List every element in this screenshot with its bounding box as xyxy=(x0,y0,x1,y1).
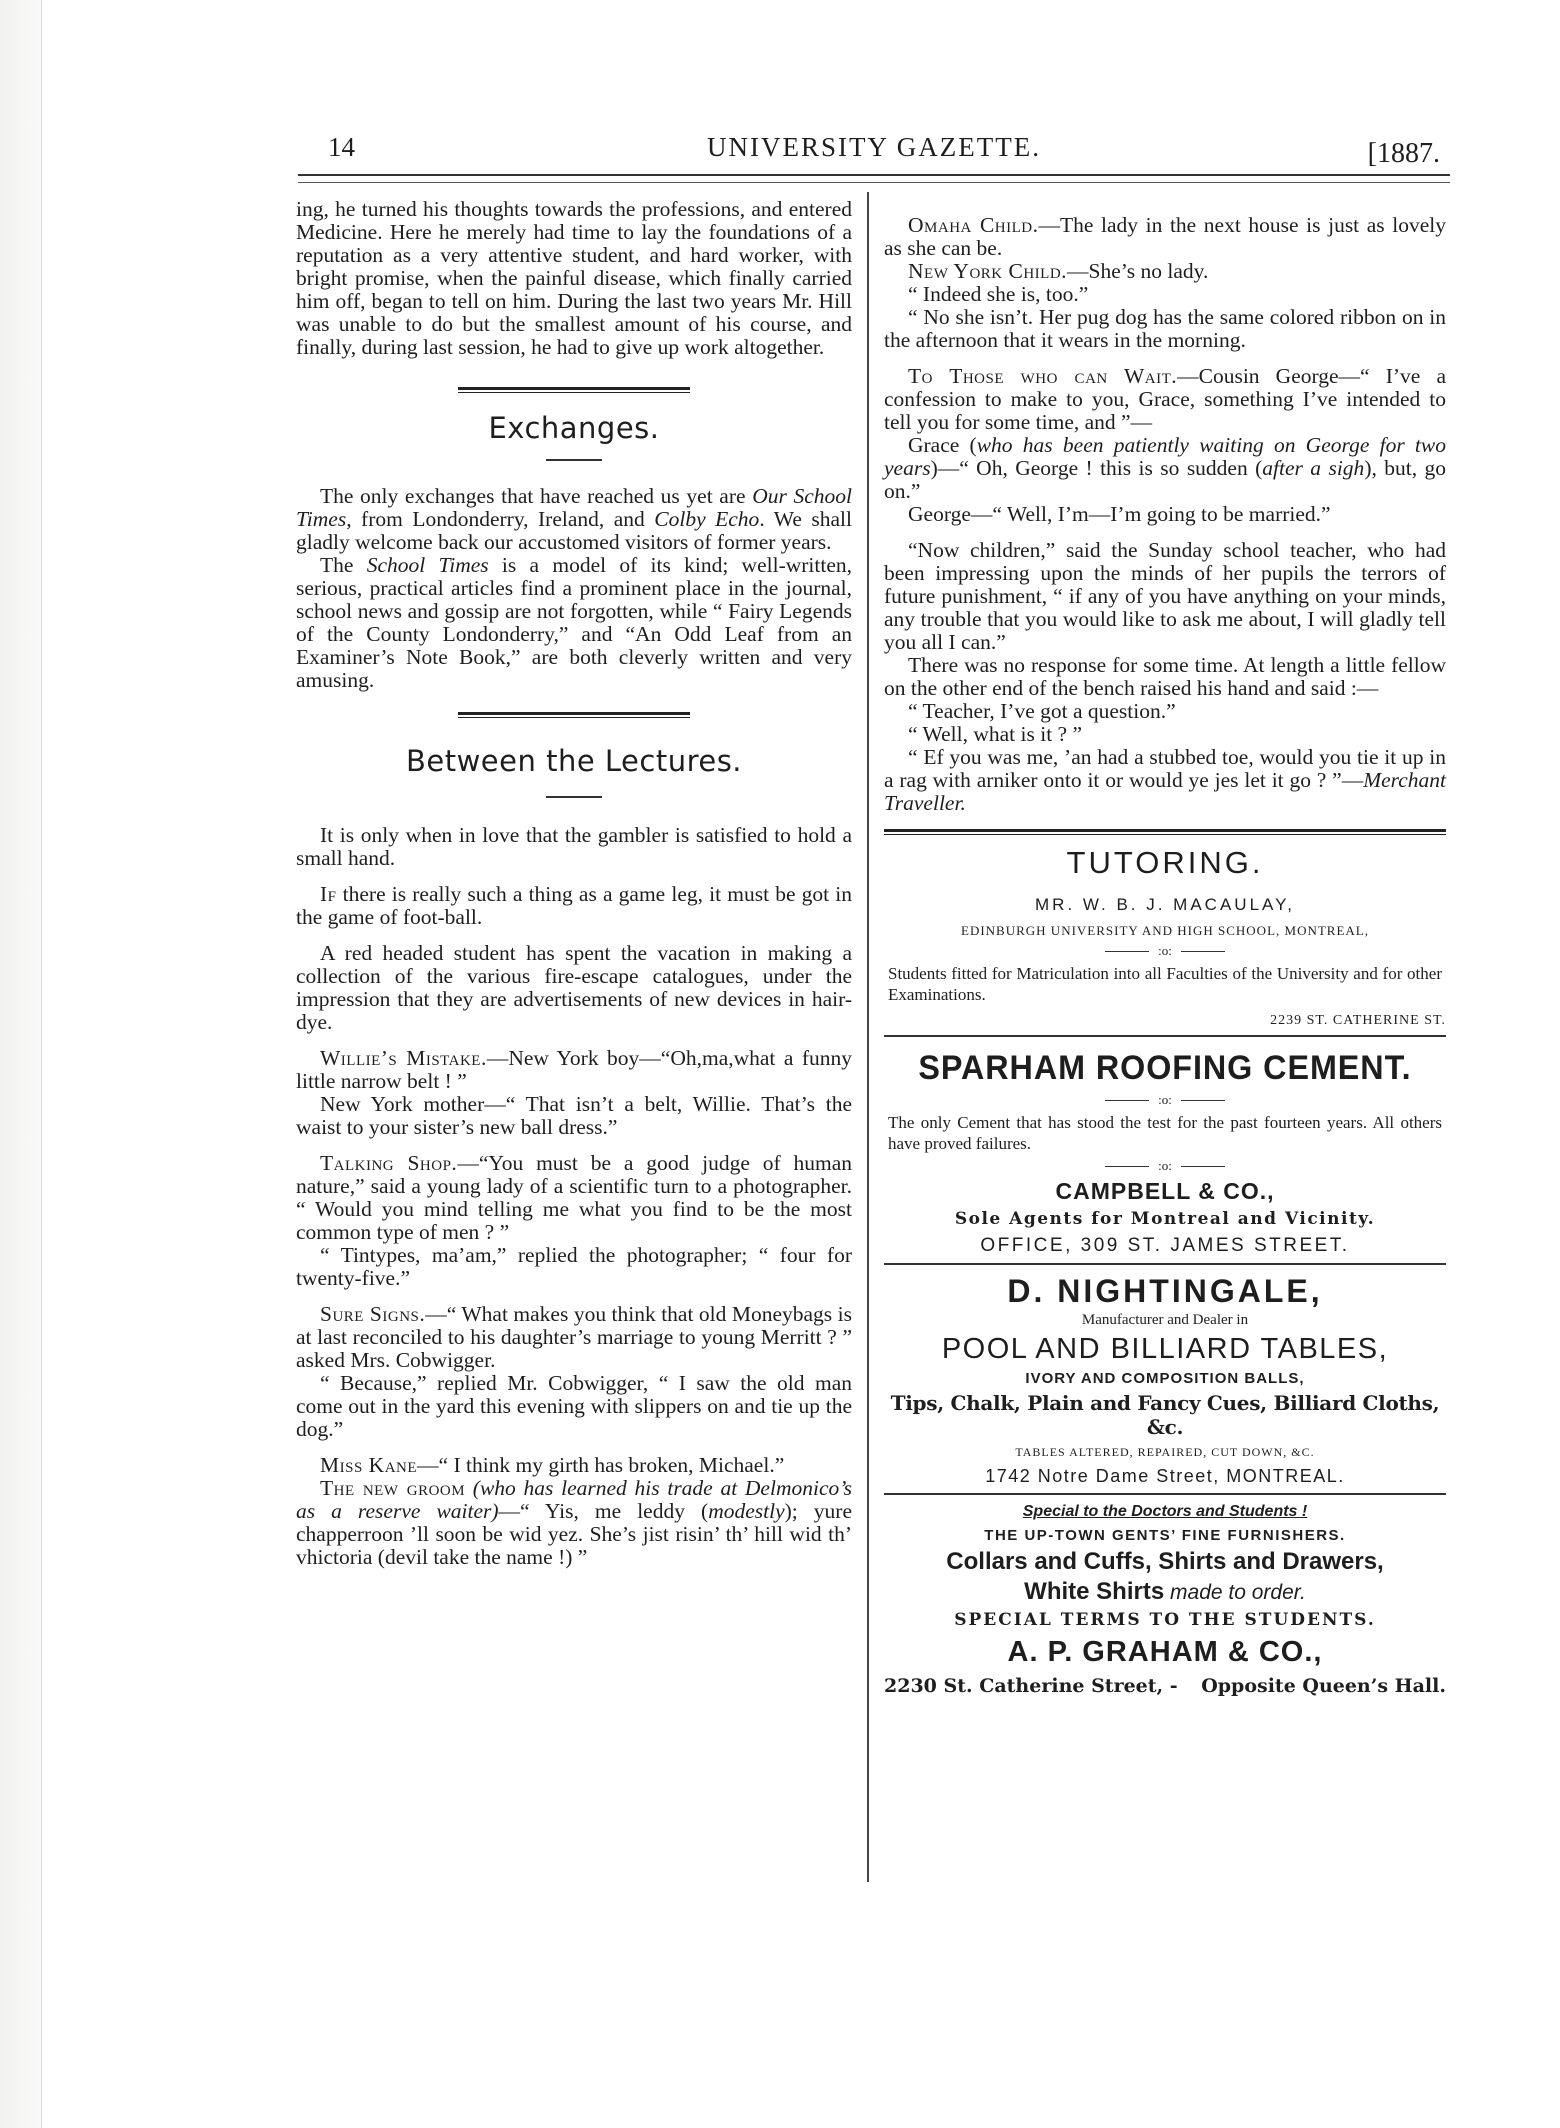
paragraph-question: “ Teacher, I’ve got a question.” xyxy=(908,699,1176,723)
graham-name: A. P. GRAHAM & CO., xyxy=(1007,1636,1323,1668)
column-divider xyxy=(867,192,869,1882)
tutoring-address: 2239 ST. CATHERINE ST. xyxy=(1270,1013,1446,1028)
publication-year: [1887. xyxy=(1367,138,1440,169)
heading-rule xyxy=(546,796,602,798)
tables-altered: TABLES ALTERED, REPAIRED, CUT DOWN, &C. xyxy=(1015,1445,1315,1459)
header-rule xyxy=(298,174,1450,183)
paragraph-grace: Grace (who has been patiently waiting on George for two years)—“ Oh, George ! this is so sudden (after a sigh), but, go on.” xyxy=(884,433,1447,503)
obituary-continuation: ing, he turned his thoughts towards the professions, and entered Medicine. Here he merely had time to lay the foundations of a reputation as a very attentive student, and hard worker, with bright promise, when the painful disease, which finally carried him off, began to tell on him. During the last two years Mr. Hill was unable to do but the smallest amount of his course, and finally, during last session, he had to give up work altogether. xyxy=(296,197,852,359)
white-shirts: White Shirts xyxy=(1024,1578,1165,1605)
campbell-company: CAMPBELL & CO., xyxy=(1055,1178,1275,1204)
special-doctors-students: Special to the Doctors and Students ! xyxy=(1022,1503,1308,1520)
paragraph-stubbed-toe: “ Ef you was me, ’an had a stubbed toe, would you tie it up in a rag with arniker onto it or would ye jes let it go ? ”—Merchant Traveller. xyxy=(884,745,1446,815)
ivory-balls: IVORY AND COMPOSITION BALLS, xyxy=(1025,1370,1305,1387)
paragraph-tintypes: “ Tintypes, ma’am,” replied the photographer; “ four for twenty-five.” xyxy=(296,1243,852,1290)
paragraph-sunday-school: “Now children,” said the Sunday school teacher, who had been impressing upon the minds of her pupils the terrors of future punishment, “ if any of you have anything on your minds, any trouble that you would like to ask me about, I will gladly tell you all I can.” xyxy=(884,538,1446,654)
right-column xyxy=(884,214,1446,1697)
made-to-order: made to order. xyxy=(1164,1581,1306,1604)
tutoring-text: Students fitted for Matriculation into all Faculties of the University and for other Examinations. xyxy=(888,964,1442,1004)
exchanges-paragraph-2: The School Times is a model of its kind; well-written, serious, practical articles find a prominent place in the journal, school news and gossip are not forgotten, while “ Fairy Legends of the County Londonderry,” and “An Odd Leaf from an Examiner’s Note Book,” are both cleverly written and very amusing. xyxy=(296,553,852,692)
paragraph-game-leg: If there is really such a thing as a game leg, it must be got in the game of foot-ball. xyxy=(296,882,852,929)
tutor-name: MR. W. B. J. MACAULAY, xyxy=(1035,895,1295,914)
paragraph-red-headed: A red headed student has spent the vacation in making a collection of the various fire-escape catalogues, under the impression that they are advertisements of new devices in hair-dye. xyxy=(296,941,852,1034)
uptown-furnishers: THE UP-TOWN GENTS’ FINE FURNISHERS. xyxy=(984,1527,1346,1544)
sparham-heading: SPARHAM ROOFING CEMENT. xyxy=(918,1049,1412,1087)
nightingale-subtitle: Manufacturer and Dealer in xyxy=(1081,1312,1249,1328)
tutor-affiliation: EDINBURGH UNIVERSITY AND HIGH SCHOOL, MONTREAL, xyxy=(961,923,1369,938)
paragraph-new-groom: The new groom (who has learned his trade at Delmonico’s as a reserve waiter)—“ Yis, me leddy (modestly); yure chapperroon ’ll soon be wid yez. She’s jist risin’ th’ hill wid th’ vhictoria (devil take the name !) ” xyxy=(296,1476,852,1569)
paragraph-indeed: “ Indeed she is, too.” xyxy=(908,282,1089,306)
paragraph-miss-kane: Miss Kane—“ I think my girth has broken, Michael.” xyxy=(320,1453,785,1477)
exchanges-heading: Exchanges. xyxy=(488,411,660,445)
graham-address-line xyxy=(884,1675,1446,1697)
nightingale-address: 1742 Notre Dame Street, MONTREAL. xyxy=(985,1466,1345,1486)
collars-cuffs: Collars and Cuffs, Shirts and Drawers, xyxy=(946,1548,1384,1575)
paragraph-pug-dog: “ No she isn’t. Her pug dog has the same colored ribbon on in the afternoon that it wears in the morning. xyxy=(884,305,1446,352)
sole-agents: Sole Agents for Montreal and Vicinity. xyxy=(954,1209,1376,1229)
ad-divider xyxy=(884,1493,1446,1495)
paragraph-sure-signs: Sure Signs.—“ What makes you think that old Moneybags is at last reconciled to his daughter’s marriage to young Merritt ? ” asked Mrs. Cobwigger. xyxy=(296,1302,852,1372)
paragraph-willie: Willie’s Mistake.—New York boy—“Oh,ma,what a funny little narrow belt ! ” xyxy=(296,1046,852,1093)
nightingale-ad xyxy=(884,1273,1446,1487)
page-header xyxy=(300,128,1448,172)
sparham-text: The only Cement that has stood the test for the past fourteen years. All others have proved failures. xyxy=(888,1113,1442,1153)
graham-ad xyxy=(884,1503,1446,1697)
paragraph-no-response: There was no response for some time. At length a little fellow on the other end of the bench raised his hand and said :— xyxy=(884,653,1446,700)
nightingale-name: D. NIGHTINGALE, xyxy=(1007,1273,1323,1309)
ornament-spacer: :o: xyxy=(1105,943,1225,959)
paragraph-cobwigger: “ Because,” replied Mr. Cobwigger, “ I saw the old man come out in the yard this evening with slippers on and tie up the dog.” xyxy=(296,1371,852,1441)
pool-billiard-tables: POOL AND BILLIARD TABLES, xyxy=(941,1333,1389,1365)
white-shirts-line xyxy=(884,1578,1446,1606)
exchanges-paragraph-1: The only exchanges that have reached us yet are Our School Times, from Londonderry, Ireland, and Colby Echo. We shall gladly welcome back our accustomed visitors of former years. xyxy=(296,484,852,554)
left-column xyxy=(296,198,852,1569)
graham-address: 2230 St. Catherine Street, - xyxy=(884,1675,1178,1697)
paragraph-omaha-child: Omaha Child.—The lady in the next house is just as lovely as she can be. xyxy=(884,213,1446,260)
paragraph-those-who-wait: To Those who can Wait.—Cousin George—“ I’ve a confession to make to you, Grace, something I’ve intended to tell you for some time, and ”— xyxy=(884,364,1446,434)
paragraph-gambler: It is only when in love that the gambler is satisfied to hold a small hand. xyxy=(296,823,852,870)
ornament-spacer: :o: xyxy=(1105,1158,1225,1174)
tutoring-heading: TUTORING. xyxy=(1066,845,1264,880)
graham-location: Opposite Queen’s Hall. xyxy=(1201,1675,1446,1697)
paragraph-willie-reply: New York mother—“ That isn’t a belt, Willie. That’s the waist to your sister’s new ball dress.” xyxy=(296,1092,852,1139)
paragraph-new-york-child: New York Child.—She’s no lady. xyxy=(908,259,1209,283)
ad-divider xyxy=(884,1035,1446,1037)
ornament-spacer: :o: xyxy=(1105,1092,1225,1108)
paragraph-talking-shop: Talking Shop.—“You must be a good judge of human nature,” said a young lady of a scientific turn to a photographer. “ Would you mind telling me what you find to be the most common type of men ? ” xyxy=(296,1151,852,1244)
sparham-ad xyxy=(884,1049,1446,1257)
section-rule xyxy=(458,712,690,718)
page-binding-edge xyxy=(0,0,42,2128)
tips-chalk-cues: Tips, Chalk, Plain and Fancy Cues, Billiard Cloths, &c. xyxy=(890,1391,1440,1439)
campbell-office: OFFICE, 309 ST. JAMES STREET. xyxy=(980,1235,1350,1256)
heading-rule xyxy=(546,459,602,461)
publication-title: UNIVERSITY GAZETTE. xyxy=(707,132,1041,162)
section-rule xyxy=(458,387,690,393)
paragraph-what-is-it: “ Well, what is it ? ” xyxy=(908,722,1083,746)
ad-divider xyxy=(884,1263,1446,1265)
paragraph-george: George—“ Well, I’m—I’m going to be married.” xyxy=(908,502,1331,526)
lectures-heading: Between the Lectures. xyxy=(405,744,743,778)
page-number: 14 xyxy=(328,132,355,162)
tutoring-ad xyxy=(884,845,1446,1029)
special-terms: SPECIAL TERMS TO THE STUDENTS. xyxy=(954,1610,1376,1630)
ads-rule xyxy=(884,829,1446,835)
